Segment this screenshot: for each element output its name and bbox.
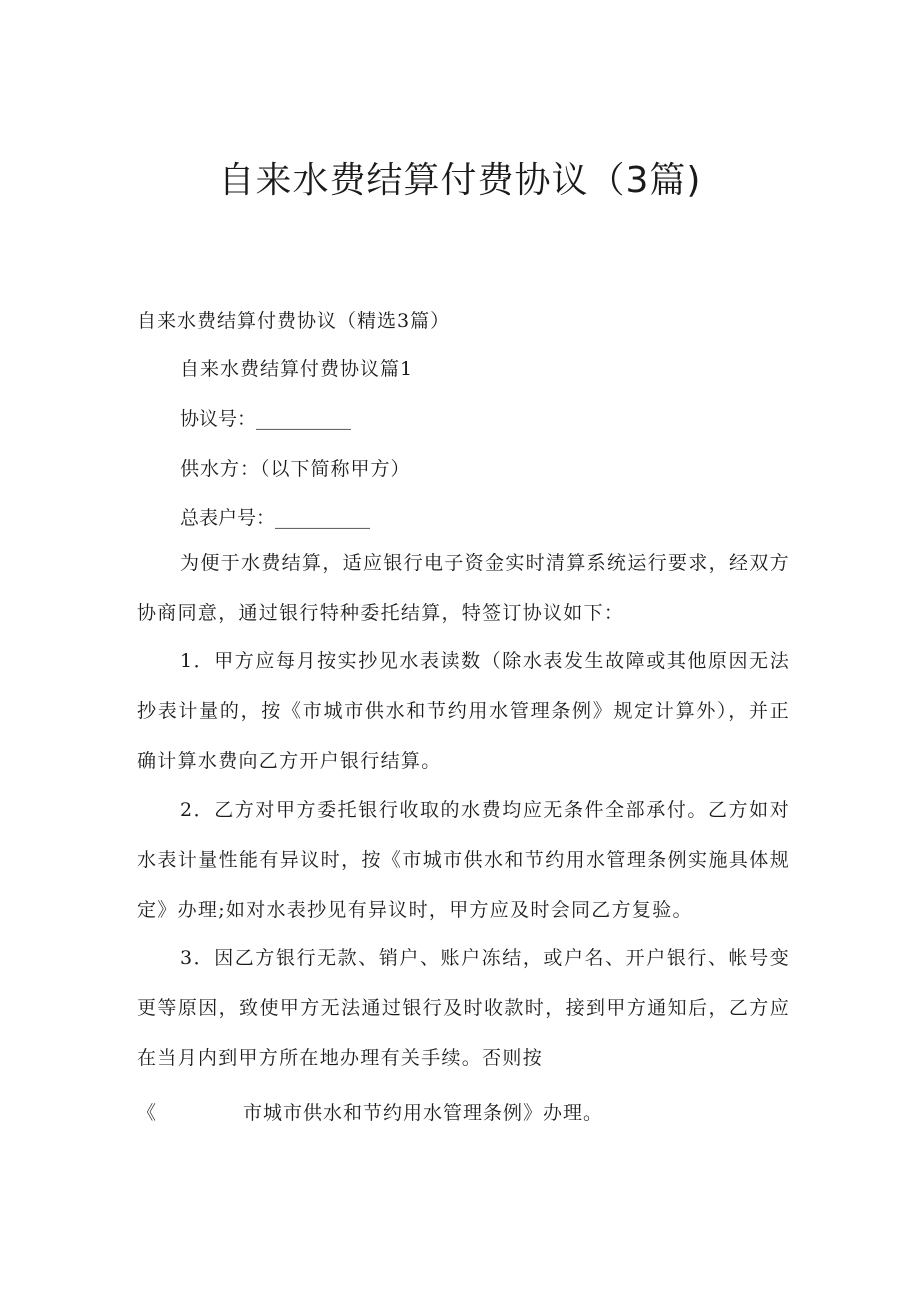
meter-account-field: 总表户号：__________ xyxy=(180,507,371,529)
clause-2-paragraph: 2．乙方对甲方委托银行收取的水费均应无条件全部承付。乙方如对水表计量性能有异议时，按《市城市供水和节约用水管理条例实施具体规定》办理;如对水表抄见有异议时，甲方应及时会同乙方复验。 xyxy=(137,799,790,921)
closing-line-quote: 《 xyxy=(137,1102,157,1124)
agreement-number-field: 协议号：__________ xyxy=(180,408,352,430)
section-heading: 自来水费结算付费协议篇1 xyxy=(180,358,414,380)
intro-paragraph: 为便于水费结算，适应银行电子资金实时清算系统运行要求，经双方协商同意，通过银行特种委托结算，特签订协议如下： xyxy=(137,552,790,624)
closing-line-text: 市城市供水和节约用水管理条例》办理。 xyxy=(243,1102,604,1124)
clause-3-paragraph: 3．因乙方银行无款、销户、账户冻结，或户名、开户银行、帐号变更等原因，致使甲方无法通过银行及时收款时，接到甲方通知后，乙方应在当月内到甲方所在地办理有关手续。否则按 xyxy=(137,947,790,1069)
supplier-field: 供水方：（以下简称甲方） xyxy=(180,458,411,480)
document-subtitle: 自来水费结算付费协议（精选3篇） xyxy=(137,310,451,332)
clause-1-paragraph: 1．甲方应每月按实抄见水表读数（除水表发生故障或其他原因无法抄表计量的，按《市城市供水和节约用水管理条例》规定计算外），并正确计算水费向乙方开户银行结算。 xyxy=(137,650,790,772)
document-title: 自来水费结算付费协议（3篇) xyxy=(218,160,702,201)
